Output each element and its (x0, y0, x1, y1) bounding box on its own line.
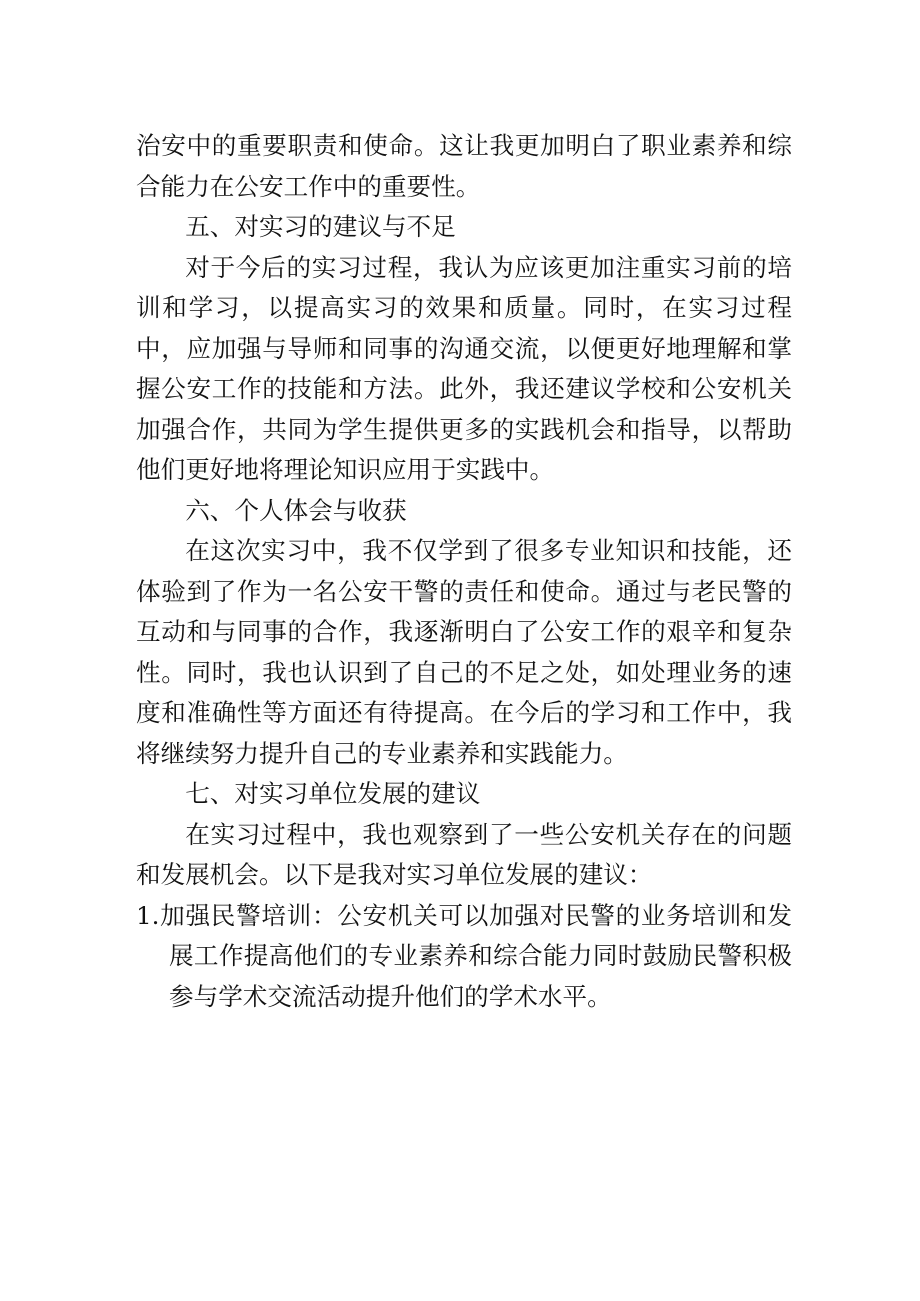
section-heading-6: 六、个人体会与收获 (185, 495, 407, 525)
paragraph-observations: 在实习过程中，我也观察到了一些公安机关存在的问题和发展机会。以下是我对实习单位发展的建议： (136, 819, 792, 889)
paragraph-suggestions: 对于今后的实习过程，我认为应该更加注重实习前的培训和学习，以提高实习的效果和质量。同时，在实习过程中，应加强与导师和同事的沟通交流，以便更好地理解和掌握公安工作的技能和方法。此外，我还建议学校和公安机关加强合作，共同为学生提供更多的实践机会和指导，以帮助他们更好地将理论知识应用于实践中。 (136, 252, 792, 484)
paragraph-continuation: 治安中的重要职责和使命。这让我更加明白了职业素养和综合能力在公安工作中的重要性。 (136, 131, 792, 201)
section-heading-5: 五、对实习的建议与不足 (185, 212, 456, 241)
document-body (136, 126, 792, 1017)
section-heading-7: 七、对实习单位发展的建议 (185, 779, 481, 808)
paragraph-experience: 在这次实习中，我不仅学到了很多专业知识和技能，还体验到了作为一名公安干警的责任和使命。通过与老民警的互动和与同事的合作，我逐渐明白了公安工作的艰辛和复杂性。同时，我也认识到了自己的不足之处，如处理业务的速度和准确性等方面还有待提高。在今后的学习和工作中，我将继续努力提升自己的专业素养和实践能力。 (136, 536, 792, 768)
list-item-1: 1.加强民警培训：公安机关可以加强对民警的业务培训和发展工作提高他们的专业素养和综合能力同时鼓励民警积极参与学术交流活动提升他们的学术水平。 (136, 900, 792, 1011)
